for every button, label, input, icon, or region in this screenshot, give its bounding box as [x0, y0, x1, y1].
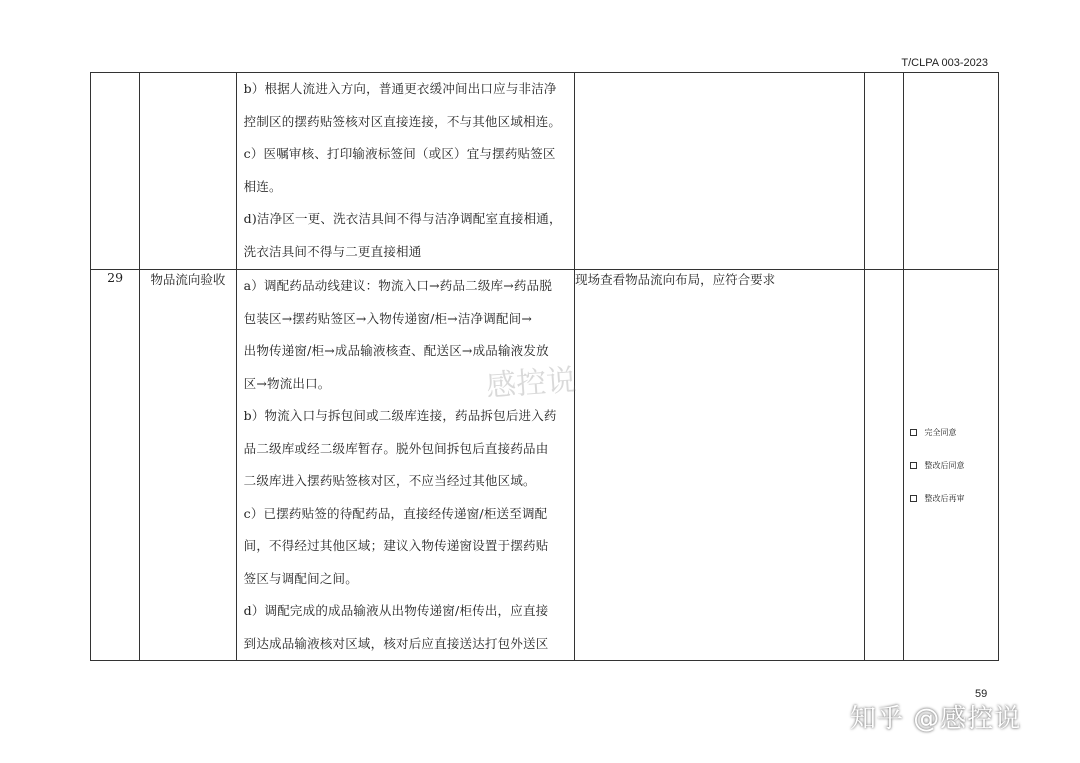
- option-full-agree[interactable]: 完全同意: [910, 416, 998, 449]
- standard-code: T/CLPA 003-2023: [901, 57, 988, 69]
- option-agree-after-rectification[interactable]: 整改后同意: [910, 449, 998, 482]
- watermark: 感控说: [485, 362, 578, 405]
- requirements-cell: [236, 73, 574, 270]
- table-row: [91, 270, 999, 661]
- requirements-text: a）调配药品动线建议：物流入口→药品二级库→药品脱 包装区→摆药贴签区→入物传递窗/柜→洁净调配间→ 出物传递窗/柜→成品输液核查、配送区→成品输液发放 区→物流出口。 b）物流入口与拆包间或二级库连接，药品拆包后进入药 品二级库或经二级库暂存。脱外包间拆包后直接药品由 二级库进入摆药贴签核对区，不应当经过其他区域。 c）已摆药贴签的待配药品，直接经传递窗/柜送至调配 间，不得经过其他区域；建议入物传递窗设置于摆药贴 签区与调配间之间。 d）调配完成的成品输液从出物传递窗/柜传出，应直接 到达成品输液核对区域，核对后应直接送达打包外送区: [243, 278, 557, 651]
- requirements-cell: [236, 270, 574, 661]
- result-cell: [865, 270, 903, 661]
- checkbox-icon[interactable]: [910, 495, 917, 502]
- inspection-method-text: 现场查看物品流向布局，应符合要求: [575, 272, 776, 287]
- options-cell: [903, 270, 998, 661]
- row-number-cell: [91, 73, 140, 270]
- requirements-text: b）根据人流进入方向，普通更衣缓冲间出口应与非洁净 控制区的摆药贴签核对区直接连接，不与其他区域相连。 c）医嘱审核、打印输液标签间（或区）宜与摆药贴签区 相连。 d)洁净区一更、洗衣洁具间不得与洁净调配室直接相通， 洗衣洁具间不得与二更直接相通: [243, 81, 562, 259]
- item-name-cell: 物品流向验收: [140, 270, 236, 661]
- result-cell: [865, 73, 903, 270]
- method-cell: [575, 270, 865, 661]
- item-name-cell: [140, 73, 236, 270]
- checkbox-icon[interactable]: [910, 429, 917, 436]
- table-row: [91, 73, 999, 270]
- row-number-cell: 29: [91, 270, 140, 661]
- option-re-review-after-rectification[interactable]: 整改后再审: [910, 482, 998, 515]
- brand-watermark: 知乎 @感控说: [850, 704, 1022, 734]
- options-cell: [903, 73, 998, 270]
- checkbox-icon[interactable]: [910, 462, 917, 469]
- method-cell: [575, 73, 865, 270]
- page-number: 59: [975, 688, 988, 700]
